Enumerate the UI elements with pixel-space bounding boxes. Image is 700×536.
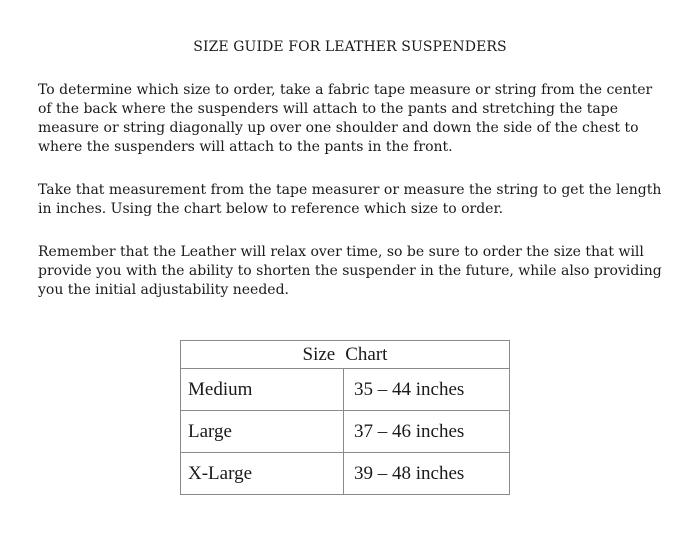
table-row <box>181 369 510 411</box>
size-chart-header <box>181 341 510 369</box>
table-row <box>181 453 510 495</box>
paragraph-measuring-instructions: To determine which size to order, take a fabric tape measure or string from the center of the back where the suspenders will attach to the pants and stretching the tape measure or string diagonally up over one shoulder and down the side of the chest to where the suspenders will attach to the pants in the front. <box>38 82 653 155</box>
size-cell-large: Large <box>181 411 344 453</box>
size-cell-medium: Medium <box>181 369 344 411</box>
range-cell-x-large: 39 – 48 inches <box>344 453 510 495</box>
size-chart-header-row <box>181 341 510 369</box>
table-row <box>181 411 510 453</box>
size-chart-table <box>180 340 510 495</box>
paragraph-measurement-usage: Take that measurement from the tape measurer or measure the string to get the length in inches. Using the chart below to reference which size to order. <box>38 182 662 217</box>
range-cell-medium: 35 – 44 inches <box>344 369 510 411</box>
range-cell-large: 37 – 46 inches <box>344 411 510 453</box>
size-chart-header-word-chart: Chart <box>345 343 388 365</box>
paragraph-leather-note: Remember that the Leather will relax over time, so be sure to order the size that will provide you with the ability to shorten the suspender in the future, while also providing you the initial adjustability needed. <box>38 244 662 298</box>
page-title: SIZE GUIDE FOR LEATHER SUSPENDERS <box>193 39 507 55</box>
size-cell-x-large: X-Large <box>181 453 344 495</box>
size-chart-header-word-size: Size <box>302 343 336 365</box>
